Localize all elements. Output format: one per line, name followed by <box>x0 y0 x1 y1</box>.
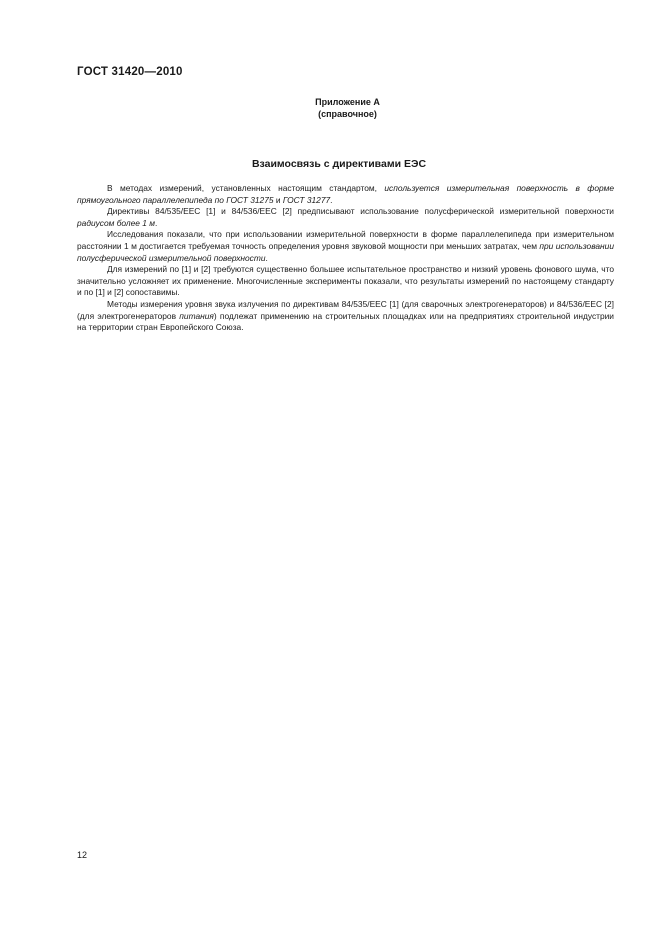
italic-run: при использовании полусферической измерительной поверхности <box>77 240 614 263</box>
text-run: Исследования показали, что при использовании измерительной поверхности в форме параллелепипеда при измерительном расстоянии 1 м достигается требуемая точность определения уровня звуковой мощности при меньших затратах, чем <box>77 229 614 251</box>
text-run: Методы измерения уровня звука излучения по директивам 84/535/ЕЕС [1] (для сварочных электрогенераторов) и 84/536/ЕЕС [2] (для электрогенераторов <box>77 298 614 321</box>
italic-run: используется измерительная поверхность в форме прямоугольного параллелепипеда по ГОСТ 31275 <box>77 183 615 205</box>
paragraph <box>77 299 614 334</box>
text-run: Для измерений по [1] и [2] требуются существенно большее испытательное пространство и низкий уровень фонового шума, что значительно усложняет их применение. Многочисленные эксперименты показали, что результаты измерений по настоящему стандарту и по [1] и [2] сопоставимы. <box>77 264 614 298</box>
text-run: . <box>330 194 333 205</box>
appendix-subtitle: (справочное) <box>318 109 377 119</box>
section-title: Взаимосвязь с директивами ЕЭС <box>251 158 427 170</box>
page-number: 12 <box>77 850 88 860</box>
paragraph <box>77 229 614 264</box>
appendix-title: Приложение А <box>315 97 380 107</box>
body-text <box>77 183 614 334</box>
document-code: ГОСТ 31420—2010 <box>77 66 183 78</box>
text-run: . <box>154 217 158 228</box>
text-run: Директивы 84/535/ЕЕС [1] и 84/536/ЕЕС [2] предписывают использование полусферической измерительной поверхности <box>107 206 614 217</box>
paragraph <box>77 206 614 229</box>
text-run: В методах измерений, установленных настоящим стандартом, <box>107 183 385 193</box>
italic-run: питания <box>179 310 214 321</box>
text-run: . <box>265 252 268 263</box>
italic-run: ГОСТ 31277 <box>282 194 331 205</box>
text-run: ) подлежат применению на строительных площадках или на предприятиях строительной индустрии на территории стран Европейского Союза. <box>77 310 614 333</box>
italic-run: радиусом более 1 м <box>77 217 155 228</box>
paragraph <box>77 183 614 206</box>
text-run: и <box>275 194 283 205</box>
paragraph <box>77 264 614 299</box>
